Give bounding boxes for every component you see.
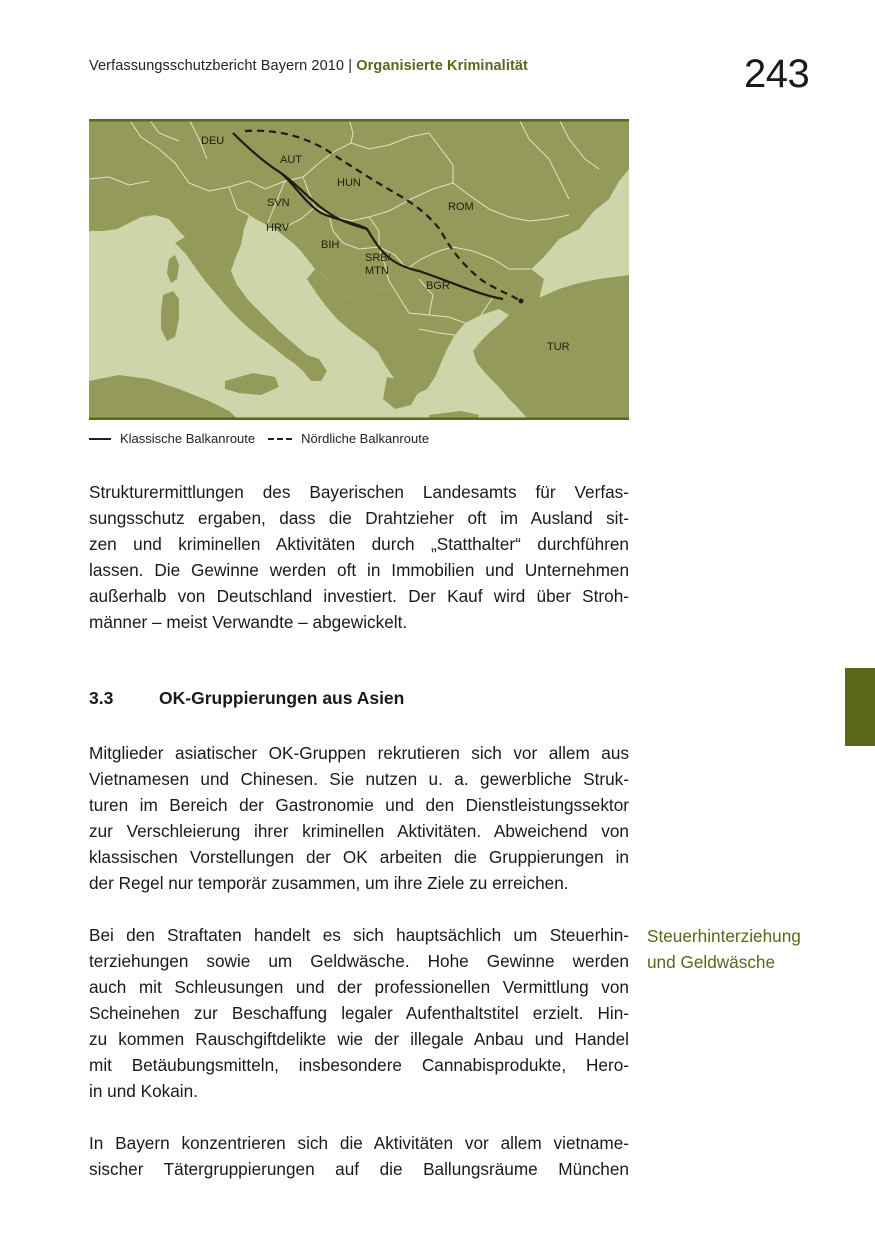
paragraph-bavaria xyxy=(89,1130,629,1182)
map-legend xyxy=(89,431,429,446)
paragraph-asian-groups xyxy=(89,740,629,896)
text-line: In Bayern konzentrieren sich die Aktivitäten vor allem vietname- xyxy=(89,1133,629,1153)
text-line: in und Kokain. xyxy=(89,1081,198,1101)
label-aut: AUT xyxy=(280,154,302,166)
section-number: 3.3 xyxy=(89,688,114,708)
label-mtn: MTN xyxy=(365,265,389,277)
label-bih: BIH xyxy=(321,239,340,251)
legend-northern-route: Nördliche Balkanroute xyxy=(301,431,430,446)
label-hun: HUN xyxy=(337,177,361,189)
section-heading-title: OK-Gruppierungen aus Asien xyxy=(159,688,405,708)
balkan-route-map xyxy=(89,119,629,420)
text-line: zu kommen Rauschgiftdelikte wie der illegale Anbau und Handel xyxy=(89,1029,629,1049)
running-header xyxy=(89,58,528,74)
label-rom: ROM xyxy=(448,201,474,213)
text-line: zen und kriminellen Aktivitäten durch „Statthalter“ durchführen xyxy=(89,534,629,554)
header-separator: | xyxy=(348,58,353,74)
paragraph-offences xyxy=(89,922,629,1104)
text-line: Vietnamesen und Chinesen. Sie nutzen u. a. gewerbliche Struk- xyxy=(89,769,629,789)
text-line: sungsschutz ergaben, dass die Drahtzieher oft im Ausland sit- xyxy=(89,508,629,528)
text-line: Bei den Straftaten handelt es sich hauptsächlich um Steuerhin- xyxy=(89,925,629,945)
text-line: lassen. Die Gewinne werden oft in Immobilien und Unternehmen xyxy=(89,560,629,580)
map-top-rule xyxy=(89,119,629,122)
text-line: männer – meist Verwandte – abgewickelt. xyxy=(89,612,408,632)
text-line: außerhalb von Deutschland investiert. Der Kauf wird über Stroh- xyxy=(89,586,629,606)
text-line: turen im Bereich der Gastronomie und den Dienstleistungssektor xyxy=(89,795,629,815)
paragraph-structural-investigations xyxy=(89,479,629,635)
text-line: der Regel nur temporär zusammen, um ihre Ziele zu erreichen. xyxy=(89,873,569,893)
text-line: Mitglieder asiatischer OK-Gruppen rekrutieren sich vor allem aus xyxy=(89,743,629,763)
label-hrv: HRV xyxy=(266,222,290,234)
margin-note-line: Steuerhinterziehung xyxy=(647,926,801,946)
legend-classic-route: Klassische Balkanroute xyxy=(120,431,256,446)
label-deu: DEU xyxy=(201,135,225,147)
text-line: sischer Tätergruppierungen auf die Ballungsräume München xyxy=(89,1159,629,1179)
label-srb: SRB/ xyxy=(365,252,391,264)
section-title: Organisierte Kriminalität xyxy=(356,58,528,74)
text-line: auch mit Schleusungen und der professionellen Vermittlung von xyxy=(89,977,629,997)
text-line: Scheinehen zur Beschaffung legaler Aufenthaltstitel erzielt. Hin- xyxy=(89,1003,629,1023)
page-number: 243 xyxy=(744,52,810,96)
route-endpoint xyxy=(519,299,524,304)
text-line: klassischen Vorstellungen der OK arbeiten die Gruppierungen in xyxy=(89,847,629,867)
label-svn: SVN xyxy=(267,197,290,209)
map-bottom-rule xyxy=(89,418,629,421)
text-line: zur Verschleierung ihrer kriminellen Aktivitäten. Abweichend von xyxy=(89,821,629,841)
text-line: Strukturermittlungen des Bayerischen Landesamts für Verfas- xyxy=(89,482,629,502)
label-bgr: BGR xyxy=(426,280,450,292)
text-line: terziehungen sowie um Geldwäsche. Hohe Gewinne werden xyxy=(89,951,629,971)
chapter-thumb-tab xyxy=(845,668,875,746)
map-svg xyxy=(89,119,629,420)
text-line: mit Betäubungsmitteln, insbesondere Cannabisprodukte, Hero- xyxy=(89,1055,629,1075)
margin-note xyxy=(647,923,801,975)
margin-note-line: und Geldwäsche xyxy=(647,952,776,972)
section-heading xyxy=(89,688,404,709)
solid-line-swatch xyxy=(89,438,111,440)
label-tur: TUR xyxy=(547,341,570,353)
dashed-line-swatch xyxy=(268,438,292,440)
report-title: Verfassungsschutzbericht Bayern 2010 xyxy=(89,58,345,74)
